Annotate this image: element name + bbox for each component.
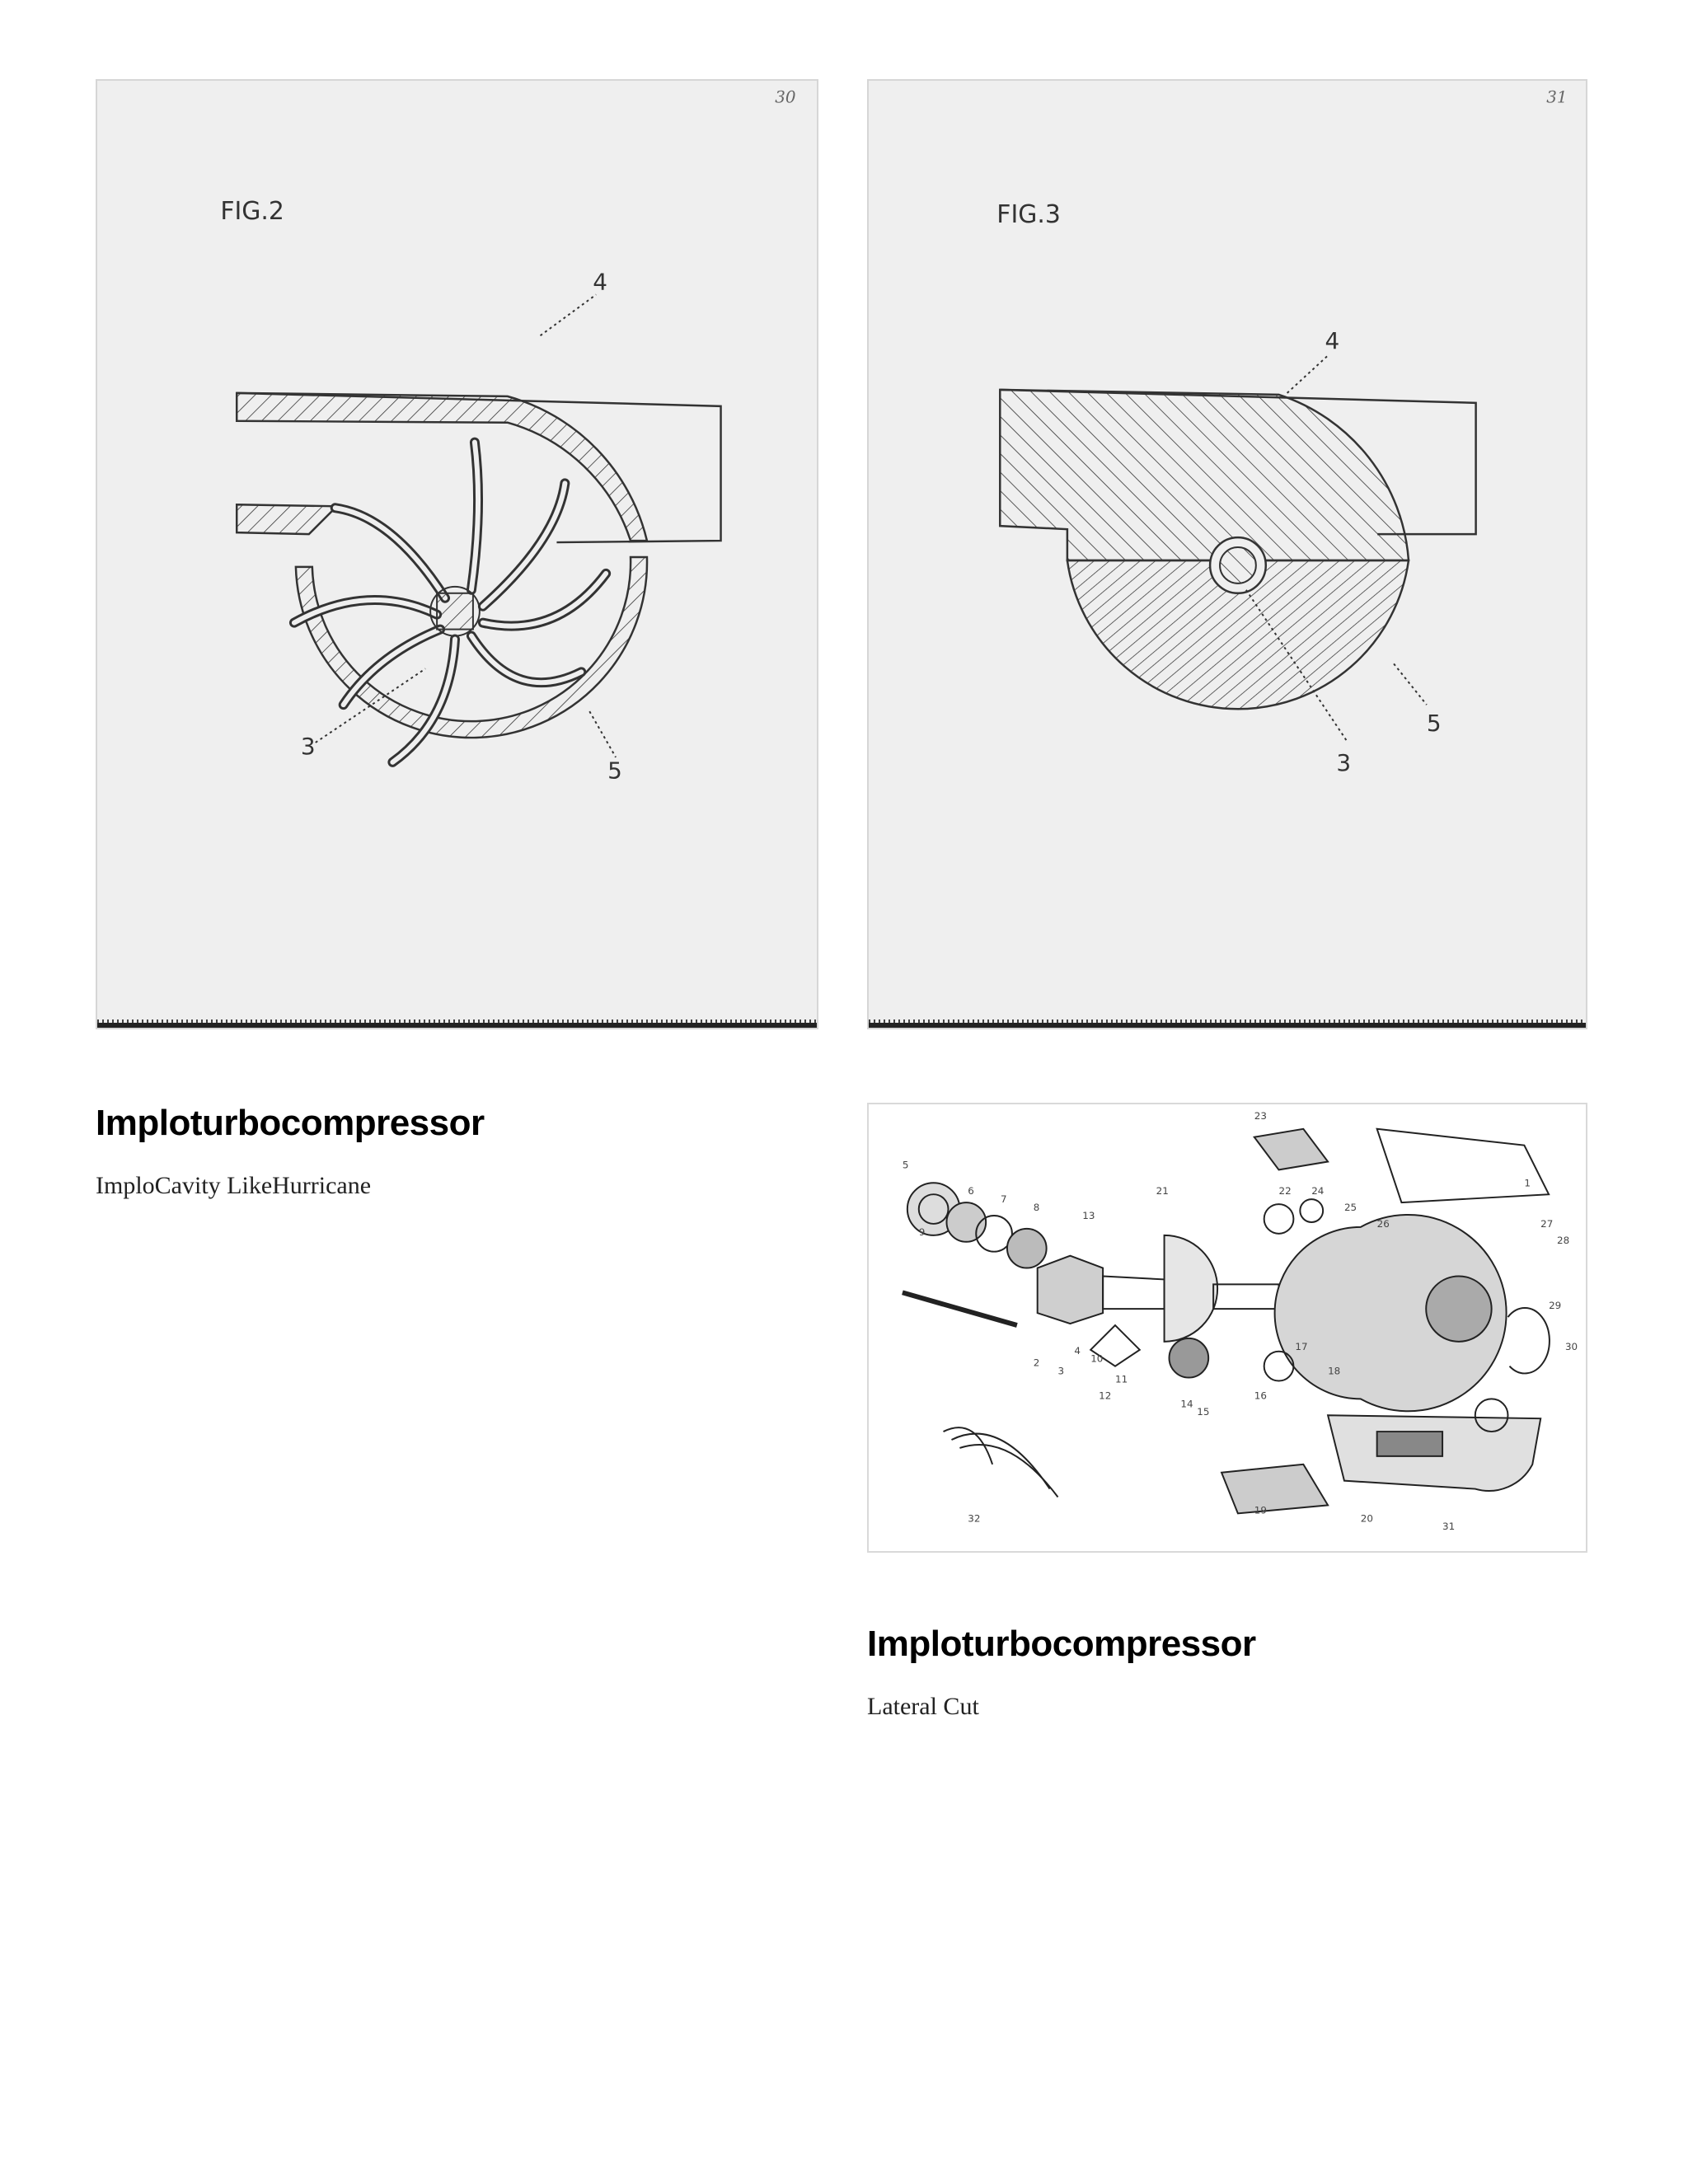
- part-number: 22: [1278, 1185, 1292, 1197]
- card-subtitle: ImploCavity LikeHurricane: [96, 1172, 372, 1199]
- part-number: 5: [902, 1159, 909, 1171]
- part-number: 2: [1033, 1357, 1040, 1369]
- callout-4: 4: [1325, 327, 1340, 355]
- part-number: 6: [968, 1185, 974, 1197]
- part-number: 8: [1033, 1202, 1040, 1214]
- fig-label: FIG.2: [220, 196, 284, 226]
- part-number: 16: [1254, 1390, 1267, 1402]
- part-number: 26: [1376, 1217, 1390, 1230]
- part-number: 4: [1074, 1344, 1081, 1357]
- part-number: 15: [1197, 1406, 1210, 1418]
- page-number: 30: [775, 87, 796, 107]
- part-number: 24: [1311, 1185, 1325, 1197]
- callout-5: 5: [607, 757, 622, 785]
- exploded-view-drawing: [867, 1103, 1587, 1553]
- part-number: 20: [1360, 1512, 1373, 1525]
- part-number: 30: [1564, 1340, 1578, 1352]
- part-number: 1: [1524, 1177, 1531, 1189]
- part-number: 21: [1156, 1185, 1169, 1197]
- part-number: 25: [1343, 1202, 1357, 1214]
- part-number: 23: [1254, 1109, 1267, 1122]
- fig3-svg: [869, 81, 1586, 1028]
- callout-5: 5: [1426, 710, 1442, 738]
- exploded-view-svg: [869, 1104, 1586, 1551]
- part-number: 10: [1090, 1352, 1104, 1365]
- part-number: 7: [1001, 1193, 1007, 1206]
- fig2-svg: [97, 81, 817, 1028]
- callout-3: 3: [1336, 748, 1352, 776]
- fig-label: FIG.3: [996, 199, 1061, 229]
- impeller-hub: [437, 593, 473, 630]
- housing-upper: [1000, 390, 1409, 560]
- page-number: 31: [1546, 87, 1568, 107]
- part-number: 13: [1082, 1209, 1095, 1221]
- part-number: 27: [1540, 1217, 1554, 1230]
- part-number: 19: [1254, 1504, 1267, 1516]
- part-number: 3: [1057, 1365, 1065, 1377]
- fig2-drawing: [96, 79, 818, 1029]
- callout-4: 4: [593, 268, 607, 296]
- card-subtitle: Lateral Cut: [867, 1693, 979, 1720]
- part-number: 9: [918, 1226, 926, 1238]
- card-title: Imploturbocompressor: [867, 1624, 1256, 1664]
- part-number: 11: [1115, 1373, 1128, 1385]
- part-number: 32: [968, 1512, 981, 1525]
- part-number: 29: [1549, 1300, 1562, 1312]
- part-number: 18: [1328, 1365, 1341, 1377]
- callout-3: 3: [300, 732, 316, 760]
- card-title: Imploturbocompressor: [96, 1103, 485, 1143]
- part-number: 14: [1180, 1398, 1193, 1410]
- part-number: 12: [1099, 1390, 1112, 1402]
- part-number: 17: [1295, 1340, 1308, 1352]
- part-number: 31: [1442, 1521, 1456, 1533]
- fig3-drawing: [867, 79, 1587, 1029]
- inlet-lip: [237, 504, 336, 534]
- part-number: 28: [1557, 1234, 1570, 1246]
